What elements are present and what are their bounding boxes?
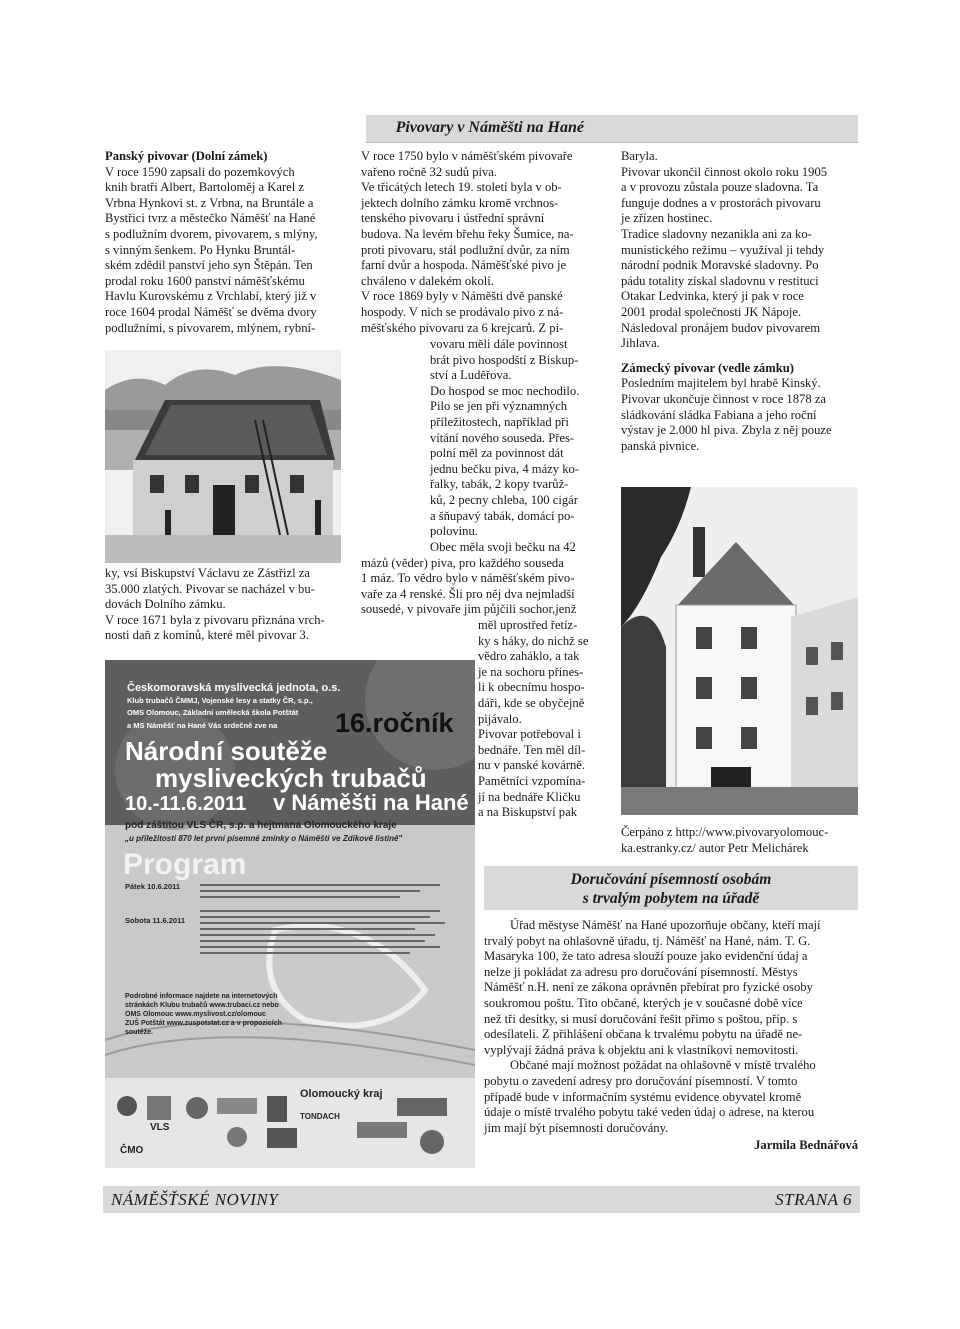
col2-line: vovaru měli dále povinnost: [430, 337, 568, 351]
notice-line: Náměšť n.H. není ze zákona oprávněn přebírat pro fyzické osoby: [484, 980, 813, 995]
notice-title-line-1: Doručování písemností osobám: [570, 871, 772, 888]
col2-line: hospody. V nich se prodávalo pivo z ná-: [361, 304, 564, 319]
col2-line: vítání nového souseda. Přes-: [430, 430, 575, 445]
col2-line: tenského pivovaru i ústřední správní: [361, 211, 545, 226]
poster-info-line: ZUŠ Potštát www.zuspotstat.cz a v propozicích: [125, 1020, 282, 1027]
poster-org-line: Klub trubačů ČMMJ, Vojenské lesy a statky ČR, s.p.,: [127, 695, 313, 705]
notice-line: pobytu o zavedení adresy pro doručování písemností. V tomto: [484, 1073, 798, 1088]
col2-line: Obec měla svoji bečku na 42: [430, 540, 576, 554]
col1-line: V roce 1590 zapsali do pozemkových: [105, 164, 295, 179]
poster-org-line: Českomoravská myslivecká jednota, o.s.: [127, 682, 341, 694]
col3-line: funguje dodnes a v prostorách pivovaru: [621, 195, 821, 210]
col2-line: ků, 2 pecny chleba, 100 cigár: [430, 492, 578, 507]
notice-line: případě bude v informačním systému evidence obyvatel kromě: [484, 1089, 802, 1104]
col1-line: ky, vsí Biskupství Václavu ze Zástřizl za: [105, 566, 310, 580]
col2-line: a šňupavý tabák, domácí po-: [430, 508, 575, 523]
notice-line: údaje o místě trvalého pobytu také veden údaj o adrese, na kterou: [484, 1105, 815, 1120]
col2-line: Do hospod se moc nechodilo.: [430, 383, 580, 398]
section-header-bar: [366, 115, 858, 143]
col2-line: řalky, tabák, 2 kopy tvarůž-: [430, 477, 569, 492]
col3-line: národní podnik Moravské sladovny. Po: [621, 258, 819, 273]
col3-line: Pivovar ukončuje činnost v roce 1878 za: [621, 391, 826, 406]
notice-title-box: [484, 866, 858, 910]
col2-line: V roce 1869 byly v Náměšti dvě panské: [361, 289, 563, 304]
col2-line: proti pivovaru, stál podlužní dvůr, za ním: [361, 242, 570, 257]
photo-brewery-building: [105, 350, 341, 563]
column-1: [105, 149, 340, 336]
col2-line: vědro zaháklo, a tak: [478, 649, 580, 664]
col3-line: výstav je 2.000 hl piva. Zbyla z něj pouze: [621, 423, 832, 438]
sponsor-vls: VLS: [150, 1122, 170, 1133]
notice-line: nelze ji pokládat za adresu pro doručování písemností. Městys: [484, 964, 798, 979]
col1-line: Vrbna Hynkovi st. z Vrbna, na Bruntále a: [105, 195, 314, 210]
poster-rocnik: 16.ročník: [335, 708, 454, 738]
col2-line: bednáře. Ten měl díl-: [478, 742, 586, 757]
col3-line: je zřízen hostinec.: [621, 211, 713, 226]
col1-line: ském zdědil panství jeho syn Štěpán. Ten: [105, 258, 313, 273]
notice-line: Masaryka 100, že tato adresa slouží pouze jako evidenční údaj a: [484, 949, 808, 964]
column-3: [621, 149, 858, 454]
col3-line: panská pivnice.: [621, 438, 700, 453]
col3-line: a v provozu zůstala pouze sladovna. Ta: [621, 180, 819, 195]
poster-schedule-lines: [200, 880, 450, 958]
heading-zamecky-pivovar: Zámecký pivovar (vedle zámku): [621, 360, 794, 375]
event-poster: [105, 660, 475, 1168]
col2-line: je na sochoru přínes-: [478, 664, 584, 679]
poster-program-heading: Program: [123, 848, 247, 881]
col2-line: vaře za 4 renské. Šli pro něj dva nejmladší: [361, 586, 575, 601]
column-1-continued: [105, 566, 340, 644]
col2-line: jednu bečku piva, 4 mázy ko-: [430, 461, 579, 476]
col2-line: polní měl za povinnost dát: [430, 446, 564, 461]
col2-line: polovinu.: [430, 524, 478, 539]
heading-pansky-pivovar: Panský pivovar (Dolní zámek): [105, 149, 268, 163]
col2-line: budova. Na levém břehu řeky Šumice, na-: [361, 226, 574, 241]
col2-line: V roce 1750 bylo v náměšťském pivovaře: [361, 149, 573, 163]
page-number: STRANA 6: [775, 1190, 852, 1209]
poster-org-line: OMS Olomouc, Základní umělecká škola Potštát: [127, 708, 299, 717]
poster-date: 10.-11.6.2011: [125, 793, 247, 815]
col3-line: 2001 prodal společnosti JK Nápoje.: [621, 304, 802, 319]
col1-line: nosti daň z komínů, které měl pivovar 3.: [105, 628, 309, 643]
col2-line: dáři, kde se obyčejně: [478, 695, 585, 710]
col1-line: 35.000 zlatých. Pivovar se nacházel v bu-: [105, 581, 315, 596]
photo-credit: [621, 825, 861, 856]
col2-line: Pivovar potřeboval i: [478, 727, 581, 742]
column-2-wrap: [430, 337, 602, 540]
poster-info-line: stránkách Klubu trubačů www.trubaci.cz nebo: [125, 1002, 279, 1009]
col2-line: chváleno v dalekém okolí.: [361, 273, 494, 288]
col2-line: vařeno ročně 32 sudů piva.: [361, 164, 498, 179]
col2-line: 1 máz. To vědro bylo v náměšťském pivo-: [361, 571, 575, 586]
col1-line: s podlužním dvorem, pivovarem, s mlýny,: [105, 226, 318, 241]
poster-title-2: mysliveckých trubačů: [155, 763, 427, 793]
notice-line: vyplývají žádná práva k objektu ani k vlastníkovi nemovitosti.: [484, 1042, 799, 1057]
notice-line: jim mají být písemnosti doručovány.: [484, 1120, 669, 1135]
poster-patron: pod záštitou VLS ČR, s.p. a hejtmana Olomouckého kraje: [125, 820, 397, 831]
col3-line: Posledním majitelem byl hrabě Kinský.: [621, 376, 821, 391]
poster-info-line: Podrobné informace najdete na internetových: [125, 993, 278, 1000]
col3-line: munistického režimu – využíval ji tehdy: [621, 242, 825, 257]
column-2-narrow: [478, 618, 602, 821]
poster-saturday: Sobota 11.6.2011: [125, 916, 186, 925]
notice-line: Úřad městyse Náměšť na Hané upozorňuje občany, kteří mají: [510, 918, 821, 932]
sponsor-logo-shapes: [117, 1092, 463, 1168]
poster-info-line: OMS Olomouc www.myslivost.cz/olomouc: [125, 1011, 266, 1018]
sponsor-olomoucky-kraj: Olomoucký kraj: [300, 1088, 383, 1100]
col2-line: jektech dolního zámku kromě vrchnos-: [361, 195, 559, 210]
col2-line: sousedé, v pivovaře jim půjčili sochor,jenž: [361, 602, 577, 617]
col1-line: V roce 1671 byla z pivovaru přiznána vrch-: [105, 612, 325, 627]
col1-line: podlužními, s pivovarem, mlýnem, rybní-: [105, 320, 316, 335]
poster-occasion: „u příležitosti 870 let první písemné zmínky o Náměšti ve Zdíkově listině": [125, 834, 403, 843]
notice-line: odesílateli. Z přihlášení občana k trvalému pobytu na úřadě ne-: [484, 1027, 803, 1042]
col3-line: Tradice sladovny nezanikla ani za ko-: [621, 226, 812, 241]
sponsor-tondach: TONDACH: [300, 1112, 340, 1121]
col2-line: příležitostech, například při: [430, 414, 569, 429]
col1-line: prodal roku 1600 panství náměšťskému: [105, 273, 305, 288]
col2-line: nu v panské kovárně.: [478, 758, 586, 773]
col1-line: Havlu Kurovskému z Vrchlabí, který již v: [105, 289, 317, 304]
sponsor-cmo: ČMO: [120, 1145, 144, 1156]
col2-line: brát pivo hospodští z Biskup-: [430, 352, 579, 367]
col2-line: a na Biskupství pak: [478, 805, 577, 820]
col3-line: Otakar Ledvinka, který ji pak v roce: [621, 289, 804, 304]
newspaper-name: NÁMĚŠŤSKÉ NOVINY: [111, 1190, 279, 1209]
notice-body: [484, 918, 858, 1154]
col2-line: jí na bednáře Kličku: [478, 789, 581, 804]
poster-org-line: a MS Náměšť na Hané Vás srdečně zve na: [127, 720, 278, 730]
notice-line: trvalý pobyt na ohlašovně úřadu, tj. Náměšť na Hané, nám. T. G.: [484, 933, 811, 948]
credit-line: ka.estranky.cz/ autor Petr Melichárek: [621, 840, 809, 855]
notice-author: Jarmila Bednářová: [754, 1138, 858, 1153]
col3-line: Následoval pronájem budov pivovarem: [621, 320, 820, 335]
col2-line: Pamětníci vzpomína-: [478, 773, 586, 788]
column-2: [361, 149, 602, 336]
col2-line: farní dvůr a hospoda. Náměšťské pivo je: [361, 258, 567, 273]
col3-line: Pivovar ukončil činnost okolo roku 1905: [621, 164, 828, 179]
col2-line: ky s háky, do nichž se: [478, 633, 589, 648]
col2-line: měl uprostřed řetíz-: [478, 618, 578, 632]
notice-title-line-2: s trvalým pobytem na úřadě: [582, 890, 760, 907]
col2-line: mázů (věder) piva, pro každého souseda: [361, 555, 564, 570]
poster-friday: Pátek 10.6.2011: [125, 882, 181, 891]
col3-line: pádu totality získal sladovnu v restituci: [621, 273, 819, 288]
col3-line: sládkování sládka Fabiana a jeho roční: [621, 407, 817, 422]
col2-line: li k obecnímu hospo-: [478, 680, 585, 695]
poster-info-line: soutěže.: [125, 1029, 154, 1036]
col2-line: ství a Luděřova.: [430, 368, 512, 383]
col1-line: dovách Dolního zámku.: [105, 597, 226, 612]
col2-line: Ve třicátých letech 19. století byla v ob-: [361, 180, 562, 195]
column-2-wide: [361, 540, 602, 618]
col3-line: Jihlava.: [621, 336, 660, 351]
col1-line: Bystřici tvrz a městečko Náměšť na Hané: [105, 211, 316, 226]
poster-place: v Náměšti na Hané: [273, 790, 469, 815]
col1-line: roce 1604 prodal Náměšť se dvěma dvory: [105, 304, 317, 319]
notice-line: než tři desítky, si musí doručování řešit přímo s poštou, příp. s: [484, 1011, 798, 1026]
col2-line: Pilo se jen při významných: [430, 399, 568, 414]
poster-title-1: Národní soutěže: [125, 736, 328, 766]
col3-line: Baryla.: [621, 149, 658, 163]
notice-line: soukromou poštu. Tito občané, kterých je v současné době více: [484, 995, 803, 1010]
photo-malthouse: [621, 487, 858, 815]
col1-line: s vinným šenkem. Po Hynku Bruntál-: [105, 242, 296, 257]
credit-line: Čerpáno z http://www.pivovaryolomouc-: [621, 825, 829, 839]
poster-info: [125, 992, 282, 1037]
page-footer: [103, 1186, 860, 1213]
col2-line: pijávalo.: [478, 711, 522, 726]
notice-line: Občané mají možnost požádat na ohlašovně v místě trvalého: [510, 1058, 816, 1073]
col2-line: měšťského pivovaru za 6 krejcarů. Z pi-: [361, 320, 564, 335]
section-title: Pivovary v Náměšti na Hané: [395, 119, 584, 136]
col1-line: knih bratři Albert, Bartoloměj a Karel z: [105, 180, 304, 195]
